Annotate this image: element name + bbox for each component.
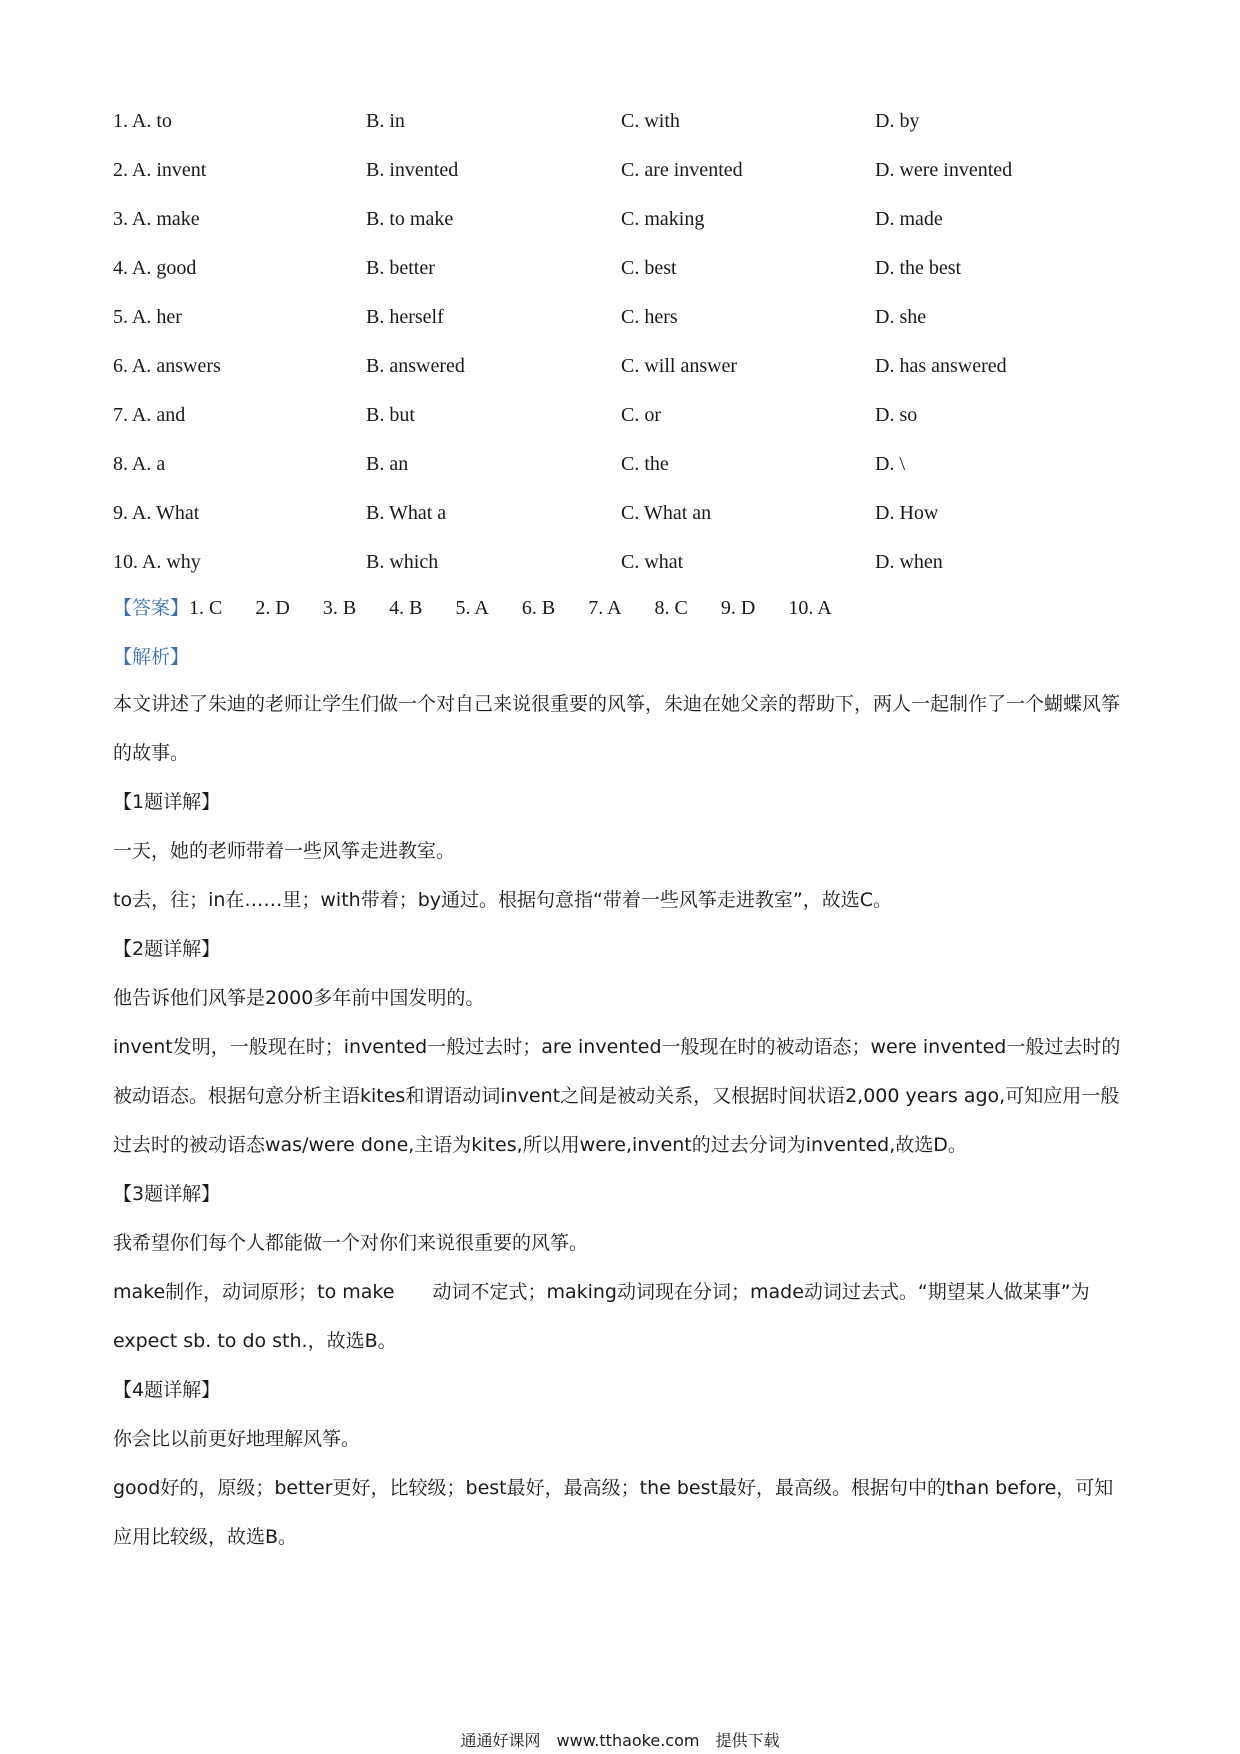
option-row <box>113 149 1133 198</box>
answer-item: 5. A <box>455 597 489 619</box>
option-b: B. invented <box>366 159 459 181</box>
option-d: D. she <box>875 306 927 328</box>
section-title: 【3题详解】 <box>113 1183 221 1205</box>
answer-item: 9. D <box>720 597 756 619</box>
option-c: C. are invented <box>621 159 743 181</box>
option-row <box>113 198 1133 247</box>
option-a: 7. A. and <box>113 404 186 426</box>
explanation-body <box>113 680 1125 1562</box>
option-row <box>113 394 1133 443</box>
option-c: C. what <box>621 551 684 573</box>
section-detail: to去，往；in在……里；with带着；by通过。根据句意指“带着一些风筝走进教室”，故选C。 <box>113 889 892 911</box>
option-c: C. hers <box>621 306 678 328</box>
option-row <box>113 100 1133 149</box>
option-row <box>113 296 1133 345</box>
option-c: C. or <box>621 404 661 426</box>
option-row <box>113 541 1133 590</box>
answer-item: 3. B <box>322 597 357 619</box>
option-b: B. but <box>366 404 415 426</box>
option-c: C. best <box>621 257 677 279</box>
option-b: B. herself <box>366 306 444 328</box>
option-c: C. will answer <box>621 355 738 377</box>
option-c: C. the <box>621 453 669 475</box>
option-d: D. made <box>875 208 943 230</box>
section-detail: invent发明，一般现在时；invented一般过去时；are invented一般现在时的被动语态；were invented一般过去时的被动语态。根据句意分析主语kites和谓语动词invent之间是被动关系，又根据时间状语2,000 years ago,可知应用一般过去时的被动语态was/were done,主语为kites,所以用were,invent的过去分词为invented,故选D。 <box>113 1036 1121 1156</box>
option-row <box>113 492 1133 541</box>
section-title: 【4题详解】 <box>113 1379 221 1401</box>
option-d: D. the best <box>875 257 962 279</box>
option-b: B. What a <box>366 502 447 524</box>
option-b: B. an <box>366 453 409 475</box>
answer-item: 2. D <box>255 597 290 619</box>
answer-key <box>113 593 865 620</box>
option-a: 6. A. answers <box>113 355 221 377</box>
option-d: D. so <box>875 404 918 426</box>
option-row <box>113 443 1133 492</box>
option-d: D. when <box>875 551 943 573</box>
option-b: B. which <box>366 551 439 573</box>
section-sentence: 你会比以前更好地理解风筝。 <box>113 1428 361 1450</box>
option-a: 10. A. why <box>113 551 201 573</box>
page-footer: 通通好课网 www.tthaoke.com 提供下载 <box>460 1731 780 1750</box>
option-a: 8. A. a <box>113 453 166 475</box>
options-table <box>113 100 1133 590</box>
answer-tag: 【答案】 <box>113 597 190 619</box>
option-d: D. by <box>875 110 920 132</box>
option-b: B. in <box>366 110 405 132</box>
section-title: 【1题详解】 <box>113 791 221 813</box>
option-a: 3. A. make <box>113 208 200 230</box>
answer-item: 6. B <box>521 597 556 619</box>
answer-item: 4. B <box>389 597 423 619</box>
option-a: 1. A. to <box>113 110 172 132</box>
summary-paragraph: 本文讲述了朱迪的老师让学生们做一个对自己来说很重要的风筝，朱迪在她父亲的帮助下，两人一起制作了一个蝴蝶风筝的故事。 <box>113 693 1121 764</box>
analysis-tag: 【解析】 <box>113 646 190 668</box>
option-a: 4. A. good <box>113 257 197 279</box>
option-row <box>113 345 1133 394</box>
option-b: B. answered <box>366 355 465 377</box>
option-d: D. How <box>875 502 939 524</box>
section-detail: good好的，原级；better更好，比较级；best最好，最高级；the best最好，最高级。根据句中的than before，可知应用比较级，故选B。 <box>113 1477 1114 1548</box>
option-c: C. What an <box>621 502 712 524</box>
option-b: B. better <box>366 257 435 279</box>
option-row <box>113 247 1133 296</box>
section-title: 【2题详解】 <box>113 938 221 960</box>
option-d: D. \ <box>875 453 905 475</box>
section-sentence: 我希望你们每个人都能做一个对你们来说很重要的风筝。 <box>113 1232 589 1254</box>
option-c: C. making <box>621 208 705 230</box>
option-c: C. with <box>621 110 680 132</box>
section-sentence: 一天，她的老师带着一些风筝走进教室。 <box>113 840 456 862</box>
option-a: 5. A. her <box>113 306 182 328</box>
section-sentence: 他告诉他们风筝是2000多年前中国发明的。 <box>113 987 485 1009</box>
answer-item: 10. A <box>788 597 832 619</box>
section-detail: make制作，动词原形；to make 动词不定式；making动词现在分词；made动词过去式。“期望某人做某事”为expect sb. to do sth.，故选B。 <box>113 1281 1090 1352</box>
answer-item: 1. C <box>189 597 223 619</box>
option-d: D. were invented <box>875 159 1013 181</box>
option-d: D. has answered <box>875 355 1007 377</box>
option-a: 2. A. invent <box>113 159 207 181</box>
option-a: 9. A. What <box>113 502 200 524</box>
answer-item: 8. C <box>654 597 688 619</box>
answer-item: 7. A <box>588 597 622 619</box>
option-b: B. to make <box>366 208 454 230</box>
